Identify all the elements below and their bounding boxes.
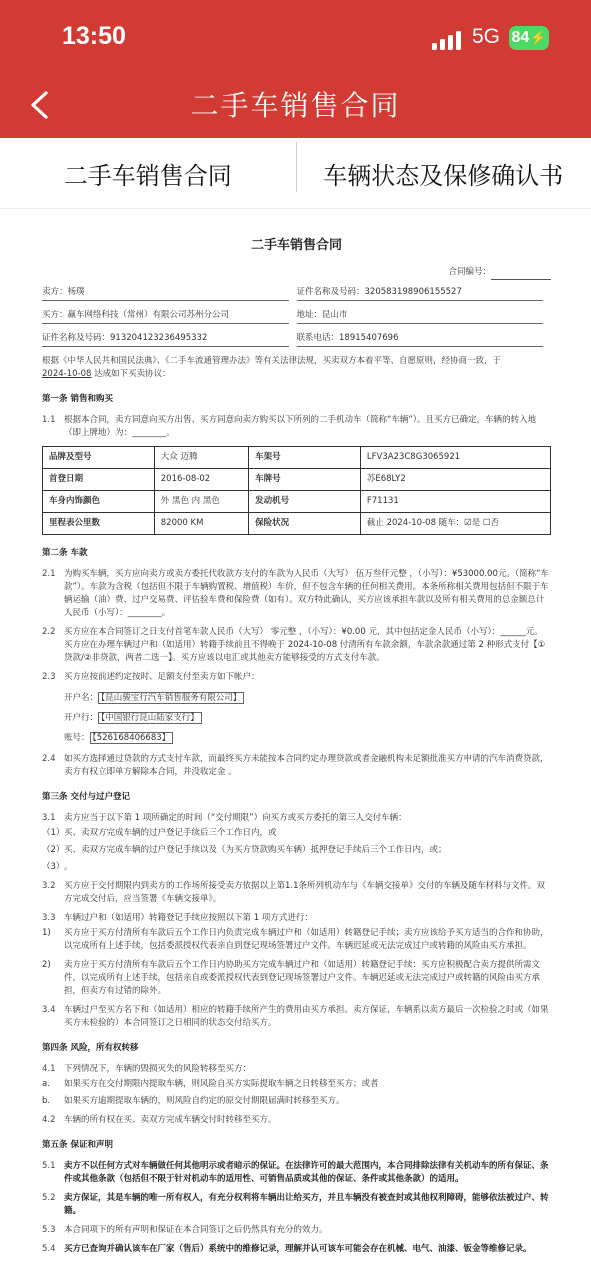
table-cell: 保险状况 [249, 513, 361, 535]
table-cell: F71131 [360, 491, 550, 513]
clause-3-1 [42, 812, 551, 825]
intro-end: 达成如下买卖协议： [94, 369, 171, 379]
table-cell: 车架号 [249, 447, 361, 469]
signal-icon [432, 28, 461, 50]
list-item [42, 827, 551, 840]
clause-number: 3.3 [42, 913, 56, 923]
tab-sales-contract[interactable]: 二手车销售合同 [63, 161, 232, 190]
buyer-id-field [42, 332, 289, 347]
clause-text: 买方已查询并确认该车在厂家（售后）系统中的维修记录，理解并认可该车可能会存在机械、电气、油漆、钣金等维修记录。 [64, 1244, 532, 1254]
clause-number: 2.1 [42, 569, 56, 579]
clause-text: 本合同项下的所有声明和保证在本合同签订之后仍然具有充分的效力。 [64, 1225, 328, 1235]
list-text: 。 [64, 862, 73, 872]
clause-4-1 [42, 1063, 551, 1076]
account-name-value: 【昆山骏宝行汽车销售服务有限公司】 [98, 692, 244, 704]
contract-title: 二手车销售合同 [250, 238, 342, 253]
clause-text: 为购买车辆，买方应向卖方或卖方委托代收款方支付的车款为人民币（大写） 伍万叁仟元整 ，（小写）：¥53000.00元。（简称“车款”）。车款为含税（包括但不限于车辆购置税、增值税）车价，但不包含车辆的任何相关费用。本条所称相关费用包括但不限于车辆运输（油）费、过户交易费、评估验车费和保险费（如有）。双方特此确认，买方应该承担车款以及所有相关费用的总金额总计人民币（小写）：________。 [64, 569, 550, 618]
table-row [43, 491, 551, 513]
list-text: 买方应于买方付清所有车款后五个工作日内负责完成车辆过户和（如适用）转籍登记手续；卖方应该给予买方适当的合作和协助，以完成所有上述手续，包括委派授权代表亲自到登记现场签署过户文件。车辆迟延或无法完成过户或转籍的风险由买方承担。 [64, 928, 549, 951]
clause-text: 卖方保证，其是车辆的唯一所有权人，有充分权利将车辆出让给买方，并且车辆没有被查封或其他权利障碍，能够依法被过户、转籍。 [64, 1193, 549, 1216]
contract-number [42, 266, 551, 280]
table-cell: 大众 迈腾 [154, 447, 248, 469]
account-number-line [64, 732, 551, 745]
table-cell: 车牌号 [249, 469, 361, 491]
table-row [43, 447, 551, 469]
table-cell: 82000 KM [154, 513, 248, 535]
clause-3-2 [42, 880, 551, 906]
clause-number: 3.1 [42, 813, 56, 823]
clause-text: 车辆过户和（如适用）转籍登记手续应按照以下第 1 项方式进行： [64, 913, 313, 923]
page-title: 二手车销售合同 [190, 89, 401, 122]
clause-4-2 [42, 1114, 551, 1127]
clause-number: 3.2 [42, 881, 56, 891]
list-text: 如果买方逾期提取车辆的，则风险自约定的原交付期限届满时转移至买方。 [64, 1096, 345, 1106]
section-5-title: 第五条 保证和声明 [42, 1140, 113, 1150]
section-1-title: 第一条 销售和购买 [42, 394, 113, 404]
address-value: 昆山市 [322, 310, 348, 320]
clause-number: 5.1 [42, 1161, 56, 1171]
clause-text: 车辆过户至买方名下和（如适用）相应的转籍手续所产生的费用由买方承担。卖方保证，车辆系以卖方最后一次检验之时或（如果买方未检验的）本合同签订之日相同的状态交付给买方。 [64, 1005, 549, 1028]
clause-number: 4.2 [42, 1115, 56, 1125]
list-marker: （1） [42, 828, 65, 838]
phone-label: 联系电话： [296, 333, 340, 343]
table-cell: LFV3A23C8G3065921 [360, 447, 550, 469]
table-cell: 发动机号 [249, 491, 361, 513]
table-row [43, 469, 551, 491]
table-cell: 截止 2024-10-08 随车：☑是 ☐否 [360, 513, 550, 535]
list-marker: 1) [42, 928, 51, 938]
account-name-line [64, 692, 551, 705]
clause-text: 买方应按前述约定按时、足额支付至卖方如下帐户： [64, 672, 260, 682]
clause-3-4 [42, 1004, 551, 1030]
clause-number: 2.3 [42, 672, 56, 682]
table-cell: 车身内饰颜色 [43, 491, 155, 513]
seller-row [42, 286, 551, 301]
clause-number: 3.4 [42, 1005, 56, 1015]
clause-text: 下列情况下，车辆的毁损灭失的风险转移至买方： [64, 1064, 252, 1074]
clause-2-4 [42, 753, 551, 779]
seller-label: 卖方： [42, 287, 68, 297]
contract-intro [42, 355, 551, 381]
table-cell: 2016-08-02 [154, 469, 248, 491]
buyer-row [42, 309, 551, 324]
clause-5-4 [42, 1243, 551, 1256]
list-item [42, 959, 551, 998]
phone-field [297, 332, 544, 347]
clause-2-1 [42, 568, 551, 620]
table-cell: 外 黑色 内 黑色 [154, 491, 248, 513]
list-text: 如果买方在交付期限内提取车辆，则风险自买方实际提取车辆之日转移至买方；或者 [64, 1079, 379, 1089]
clause-3-3 [42, 912, 551, 925]
vehicle-info-table [42, 446, 551, 535]
clause-number: 5.2 [42, 1193, 56, 1203]
bank-label: 开户行： [64, 713, 99, 723]
list-marker: （3） [42, 862, 65, 872]
tab-bar [0, 138, 591, 209]
battery-level: 84 [511, 29, 530, 46]
seller-id-field [297, 286, 544, 301]
bank-account-info [64, 692, 551, 745]
section-4-title: 第四条 风险，所有权转移 [42, 1043, 139, 1053]
buyer-field [42, 309, 289, 324]
list-item [42, 861, 551, 874]
table-cell: 里程表公里数 [43, 513, 155, 535]
clause-text: 买方应在本合同签订之日支付首笔车款人民币（大写） 零元整 ，（小写）：¥0.00 元，其中包括定金人民币（小写）：______元。买方应在办理车辆过户和（如适用）转籍手续前且不得晚于 2024-10-08 付清所有车款余额，车款余款通过第 2 种形式支付【①贷款/②非贷款，两者二选一】。买方应该以电汇或其他卖方能够接受的方式支付车款。 [64, 627, 546, 663]
clause-text: 卖方应当于以下第 1 项所确定的时间（“交付期限”）向买方或买方委托的第三人交付车辆： [64, 813, 407, 823]
buyer-value: 赢车网络科技（常州）有限公司苏州分公司 [67, 310, 230, 320]
clause-5-1 [42, 1160, 551, 1186]
section-2-title: 第二条 车款 [42, 548, 88, 558]
battery-icon [509, 26, 549, 50]
list-item [42, 844, 551, 857]
clause-2-3 [42, 671, 551, 684]
clause-number: 2.4 [42, 754, 56, 764]
buyer-label: 买方： [42, 310, 68, 320]
clause-5-3 [42, 1224, 551, 1237]
clause-text: 如买方选择通过贷款的方式支付车款，而最终买方未能按本合同约定办理贷款或者金融机构未足额批准买方申请的汽车消费贷款，卖方有权立即单方解除本合同，并没收定金 。 [64, 754, 549, 777]
seller-field [42, 286, 289, 301]
list-item [42, 1095, 551, 1108]
table-cell: 品牌及型号 [43, 447, 155, 469]
clause-text: 根据本合同，卖方同意向买方出售、买方同意向卖方购买以下所列的二手机动车（简称“车辆”）。且买方已确定，车辆的转入地（即上牌地）为：________。 [64, 415, 537, 438]
contract-document [0, 239, 591, 1256]
address-field [297, 309, 544, 324]
list-text: 买、卖双方完成车辆的过户登记手续以及（为买方贷款购买车辆）抵押登记手续后三个工作日内，或； [64, 845, 447, 855]
clause-text: 卖方不以任何方式对车辆做任何其他明示或者暗示的保证。在法律许可的最大范围内，本合同排除法律有关机动车的所有保证、条件或其他条款（包括但不限于针对机动车的适用性、可销售品质或其他的保证、条件或其他条款）的适用。 [64, 1161, 549, 1184]
clause-text: 买方应于交付期限内到卖方的工作场所接受卖方依据以上第1.1条所列机动车与《车辆交接单》交付的车辆及随车材料与文件。双方完成交付后，应当签署《车辆交接单》。 [64, 881, 546, 904]
list-item [42, 1078, 551, 1091]
seller-id-value: 320583198906155527 [364, 287, 462, 297]
tab-vehicle-status-warranty[interactable]: 车辆状态及保修确认书 [296, 138, 591, 208]
clause-number: 1.1 [42, 415, 56, 425]
account-number-value: 【526168406683】 [90, 732, 174, 744]
charging-icon: ⚡ [530, 30, 547, 45]
status-time: 13:50 [62, 22, 126, 50]
table-cell: 苏E68LY2 [360, 469, 550, 491]
buyer-id-value: 91320412323649533​2 [110, 333, 208, 343]
intro-text: 根据《中华人民共和国民法典》、《二手车流通管理办法》等有关法律法规，买卖双方本着平等、自愿原则，经协商一致，于 [42, 356, 502, 366]
clause-number: 5.3 [42, 1225, 56, 1235]
contract-number-label: 合同编号： [448, 267, 491, 277]
buyer-id-label: 证件名称及号码： [42, 333, 111, 343]
clause-1-1 [42, 414, 551, 440]
list-marker: a. [42, 1079, 50, 1089]
address-label: 地址： [296, 310, 323, 320]
clause-5-2 [42, 1192, 551, 1218]
status-bar [0, 22, 591, 58]
account-name-label: 开户名： [64, 693, 99, 703]
list-marker: b. [42, 1096, 51, 1106]
account-number-label: 账号： [64, 733, 90, 743]
contract-number-blank [491, 266, 551, 280]
intro-date: 2024-10-08 [42, 369, 92, 379]
app-header [0, 0, 591, 138]
list-item [42, 927, 551, 953]
network-type: 5G [472, 25, 501, 48]
phone-value: 18915407696 [339, 333, 399, 343]
clause-text: 车辆的所有权在买、卖双方完成车辆交付时转移至买方。 [64, 1115, 277, 1125]
seller-value: 杨璞 [67, 287, 85, 297]
clause-number: 4.1 [42, 1064, 56, 1074]
clause-number: 5.4 [42, 1244, 56, 1254]
table-row [43, 513, 551, 535]
buyer-id-row [42, 332, 551, 347]
list-marker: 2) [42, 960, 51, 970]
bank-value: 【中国银行昆山陆家支行】 [98, 712, 202, 724]
list-text: 卖方应于买方付清所有车款后五个工作日内协助买方完成车辆过户和（如适用）转籍登记手续：买方应积极配合卖方提供所需文件，以完成所有上述手续，包括亲自或委派授权代表到登记现场签署过户文件。车辆迟延或无法完成过户或转籍的风险由买方承担，但卖方有过错的除外。 [64, 960, 541, 996]
bank-line [64, 712, 551, 725]
list-text: 买、卖双方完成车辆的过户登记手续后三个工作日内，或 [64, 828, 277, 838]
clause-2-2 [42, 626, 551, 665]
table-cell: 首登日期 [43, 469, 155, 491]
clause-number: 2.2 [42, 627, 56, 637]
section-3-title: 第三条 交付与过户登记 [42, 792, 130, 802]
seller-id-label: 证件名称及号码： [296, 287, 365, 297]
list-marker: （2） [42, 845, 65, 855]
